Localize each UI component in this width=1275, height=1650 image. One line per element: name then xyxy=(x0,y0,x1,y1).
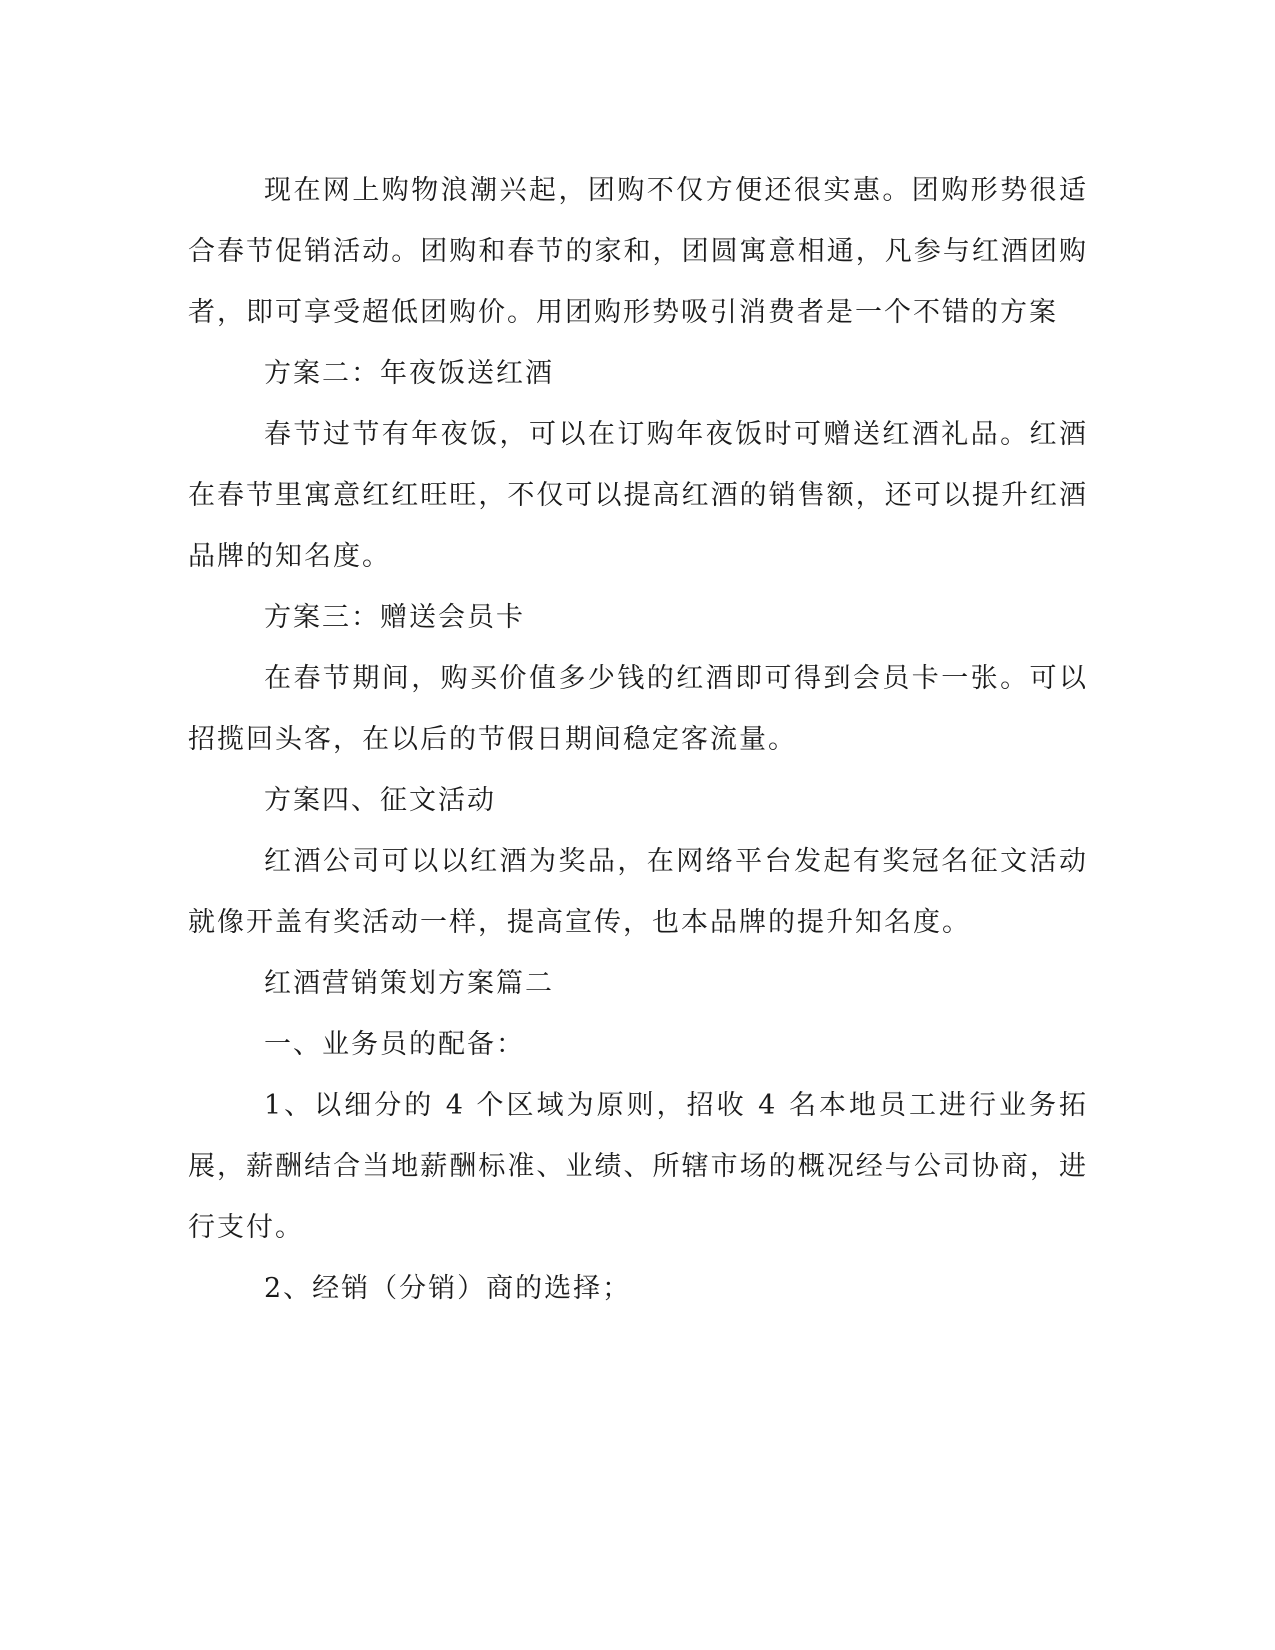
heading-part-two: 红酒营销策划方案篇二 xyxy=(264,968,554,999)
heading-plan-two: 方案二：年夜饭送红酒 xyxy=(264,358,554,389)
paragraph-staffing-item-2: 2、经销（分销）商的选择； xyxy=(264,1273,632,1304)
heading-plan-four: 方案四、征文活动 xyxy=(264,785,496,816)
paragraph-member-card: 在春节期间，购买价值多少钱的红酒即可得到会员卡一张。可以招揽回头客，在以后的节假日期间稳定客流量。 xyxy=(188,663,1088,755)
document-body xyxy=(188,160,1088,1319)
paragraph-new-year-dinner: 春节过节有年夜饭，可以在订购年夜饭时可赠送红酒礼品。红酒在春节里寓意红红旺旺，不仅可以提高红酒的销售额，还可以提升红酒品牌的知名度。 xyxy=(188,419,1088,572)
paragraph-group-buy: 现在网上购物浪潮兴起，团购不仅方便还很实惠。团购形势很适合春节促销活动。团购和春节的家和，团圆寓意相通，凡参与红酒团购者，即可享受超低团购价。用团购形势吸引消费者是一个不错的方案 xyxy=(188,175,1088,328)
heading-plan-three: 方案三：赠送会员卡 xyxy=(264,602,525,633)
paragraph-essay-contest: 红酒公司可以以红酒为奖品，在网络平台发起有奖冠名征文活动就像开盖有奖活动一样，提高宣传，也本品牌的提升知名度。 xyxy=(188,846,1088,938)
paragraph-staffing-item-1: 1、以细分的 4 个区域为原则，招收 4 名本地员工进行业务拓展，薪酬结合当地薪酬标准、业绩、所辖市场的概况经与公司协商，进行支付。 xyxy=(188,1090,1088,1243)
heading-staffing: 一、业务员的配备： xyxy=(264,1029,525,1060)
